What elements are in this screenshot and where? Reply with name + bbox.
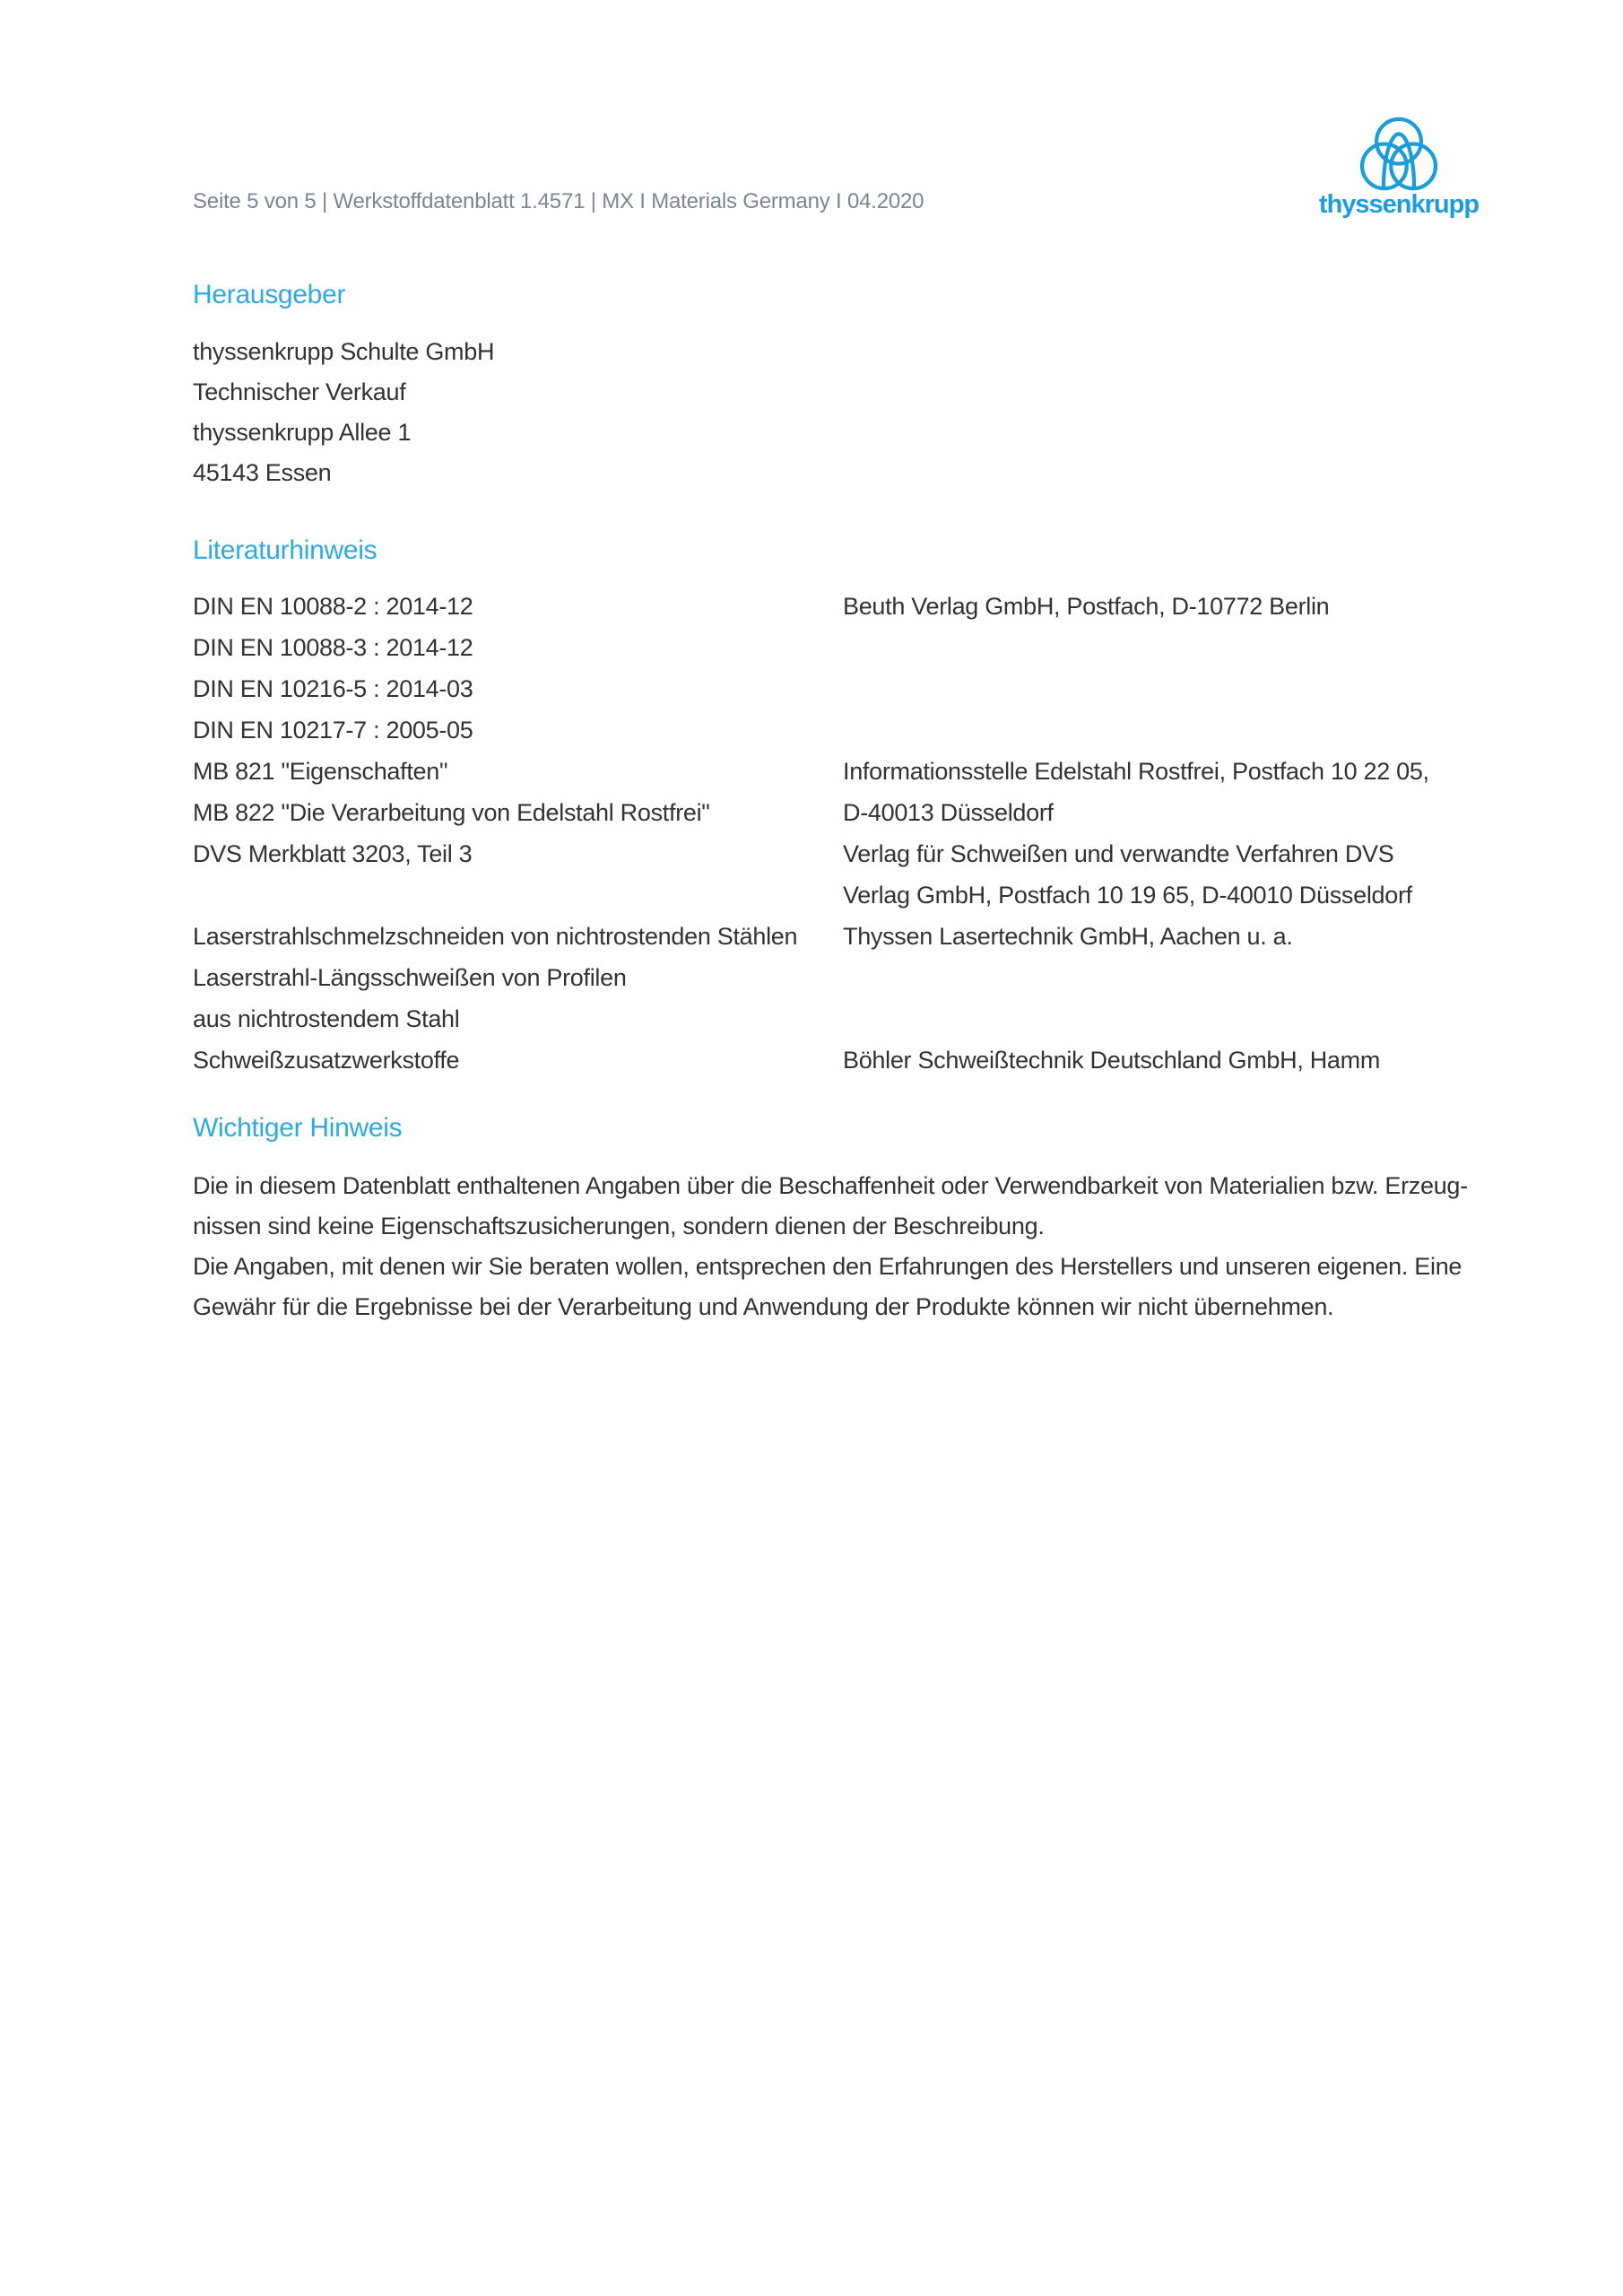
literature-source — [843, 709, 1429, 751]
literature-reference: DVS Merkblatt 3203, Teil 3 — [193, 840, 473, 867]
thyssenkrupp-logo — [1309, 117, 1488, 218]
literature-source: Verlag für Schweißen und verwandte Verfahren DVS — [843, 840, 1394, 867]
literature-source: Verlag GmbH, Postfach 10 19 65, D-40010 Düsseldorf — [843, 882, 1412, 909]
literature-reference: MB 822 "Die Verarbeitung von Edelstahl Rostfrei" — [193, 799, 710, 826]
literature-reference: DIN EN 10217-7 : 2005-05 — [193, 717, 473, 744]
literature-list — [193, 586, 1429, 1081]
literature-reference: Laserstrahlschmelzschneiden von nichtrostenden Stählen — [193, 923, 798, 950]
literature-reference: Laserstrahl-Längsschweißen von Profilen — [193, 964, 627, 991]
address-line: thyssenkrupp Allee 1 — [193, 419, 412, 446]
notice-line: Gewähr für die Ergebnisse bei der Verarbeitung und Anwendung der Produkte können wir nicht übernehmen. — [193, 1293, 1334, 1320]
literature-reference: aus nichtrostendem Stahl — [193, 1005, 460, 1032]
literature-reference: Schweißzusatzwerkstoffe — [193, 1047, 460, 1074]
literature-heading: Literaturhinweis — [193, 535, 378, 565]
literature-source: Informationsstelle Edelstahl Rostfrei, Postfach 10 22 05, — [843, 758, 1429, 785]
literature-source — [843, 668, 1429, 709]
literature-reference: MB 821 "Eigenschaften" — [193, 758, 448, 785]
literature-source: Thyssen Lasertechnik GmbH, Aachen u. a. — [843, 923, 1293, 950]
literature-source — [843, 957, 1429, 998]
page-meta-line: Seite 5 von 5 | Werkstoffdatenblatt 1.4571 | MX I Materials Germany I 04.2020 — [193, 189, 924, 213]
literature-source — [843, 627, 1429, 668]
literature-source — [843, 998, 1429, 1039]
literature-source: Böhler Schweißtechnik Deutschland GmbH, Hamm — [843, 1047, 1381, 1074]
literature-reference: DIN EN 10088-3 : 2014-12 — [193, 634, 473, 661]
publisher-address — [193, 332, 494, 493]
address-line: 45143 Essen — [193, 459, 332, 486]
literature-source: D-40013 Düsseldorf — [843, 799, 1054, 826]
literature-reference: DIN EN 10216-5 : 2014-03 — [193, 675, 473, 702]
publisher-heading: Herausgeber — [193, 280, 346, 309]
literature-reference: DIN EN 10088-2 : 2014-12 — [193, 593, 473, 620]
logo-wordmark: thyssenkrupp — [1318, 190, 1480, 219]
thyssenkrupp-emblem-icon — [1358, 117, 1440, 191]
notice-paragraph — [193, 1166, 1468, 1327]
notice-line: Die Angaben, mit denen wir Sie beraten wollen, entsprechen den Erfahrungen des Herstellers und unseren eigenen. Eine — [193, 1253, 1462, 1280]
address-line: thyssenkrupp Schulte GmbH — [193, 338, 495, 365]
notice-heading: Wichtiger Hinweis — [193, 1113, 403, 1143]
notice-line: nissen sind keine Eigenschaftszusicherungen, sondern dienen der Beschreibung. — [193, 1213, 1045, 1239]
literature-source: Beuth Verlag GmbH, Postfach, D-10772 Berlin — [843, 593, 1330, 620]
address-line: Technischer Verkauf — [193, 378, 406, 405]
literature-reference — [193, 874, 843, 916]
notice-line: Die in diesem Datenblatt enthaltenen Angaben über die Beschaffenheit oder Verwendbarkeit von Materialien bzw. Erzeug- — [193, 1172, 1468, 1199]
